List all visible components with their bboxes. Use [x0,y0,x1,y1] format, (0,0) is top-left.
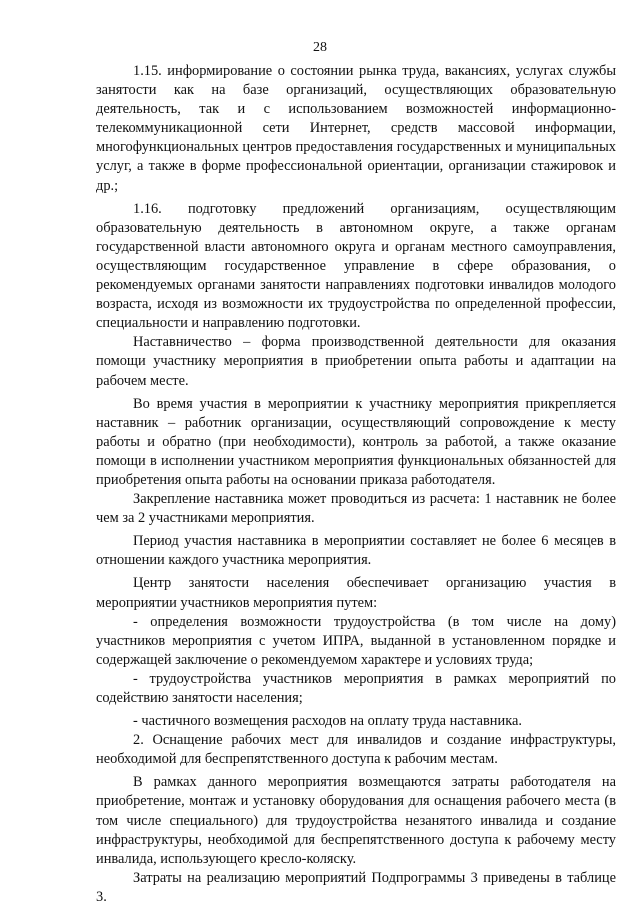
paragraph-1-15: 1.15. информирование о состоянии рынка труда, вакансиях, услугах службы занятости как на базе организаций, осуществляющих образовательную деятельность, так и с использованием возможностей информационно-телекоммуникационной сети Интернет, средств массовой информации, многофункциональных центров предоставления государственных и муниципальных услуг, а также в форме профессиональной ориентации, организации стажировок и др.; [96,63,616,194]
paragraph-employer-costs: В рамках данного мероприятия возмещаются затраты работодателя на приобретение, монтаж и установку оборудования для оснащения рабочего места (в том числе специального) для трудоустройства незанятого инвалида и создание инфраструктуры, необходимой для беспрепятственного доступа к рабочему месту инвалида, использующего кресло-коляску. [96,774,616,867]
list-item-employment-measures: - трудоустройства участников мероприятия в рамках мероприятий по содействию занятости населения; [96,670,616,706]
paragraph-workplace-equipment: 2. Оснащение рабочих мест для инвалидов и создание инфраструктуры, необходимой для беспрепятственного доступа к рабочим местам. [96,732,616,768]
page-number: 28 [313,40,327,55]
paragraph-1-16: 1.16. подготовку предложений организациям, осуществляющим образовательную деятельность в автономном округе, а также органам государственной власти автономного округа и органам местного самоуправления, осуществляющим государственное управление в сфере образования, о рекомендуемых органами занятости направлениях подготовки инвалидов молодого возраста, исходя из возможности их трудоустройства по определенной профессии, специальности и направлению подготовки. [96,200,616,332]
paragraph-costs-table-reference: Затраты на реализацию мероприятий Подпрограммы 3 приведены в таблице 3. [96,869,616,905]
paragraph-mentor-ratio: Закрепление наставника может проводиться из расчета: 1 наставник не более чем за 2 участниками мероприятия. [96,491,616,527]
document-body [96,62,616,907]
paragraph-employment-center: Центр занятости населения обеспечивает организацию участия в мероприятии участников мероприятия путем: [96,575,616,611]
paragraph-mentor-assignment: Во время участия в мероприятии к участнику мероприятия прикрепляется наставник – работник организации, осуществляющий сопровождение к месту работы и обратно (при необходимости), контроль за работой, а также оказание помощи в исполнении участником мероприятия функциональных обязанностей для приобретения опыта работы на основании приказа работодателя. [96,395,616,488]
paragraph-mentor-period: Период участия наставника в мероприятии составляет не более 6 месяцев в отношении каждого участника мероприятия. [96,533,616,569]
list-item-wage-compensation: - частичного возмещения расходов на оплату труда наставника. [133,713,522,730]
paragraph-mentoring-definition: Наставничество – форма производственной деятельности для оказания помощи участнику мероприятия в приобретении опыта работы и адаптации на рабочем месте. [96,334,616,389]
list-item-employment-possibility: - определения возможности трудоустройства (в том числе на дому) участников мероприятия с учетом ИПРА, выданной в установленном порядке и содержащей заключение о рекомендуемом характере и условиях труда; [96,613,616,668]
